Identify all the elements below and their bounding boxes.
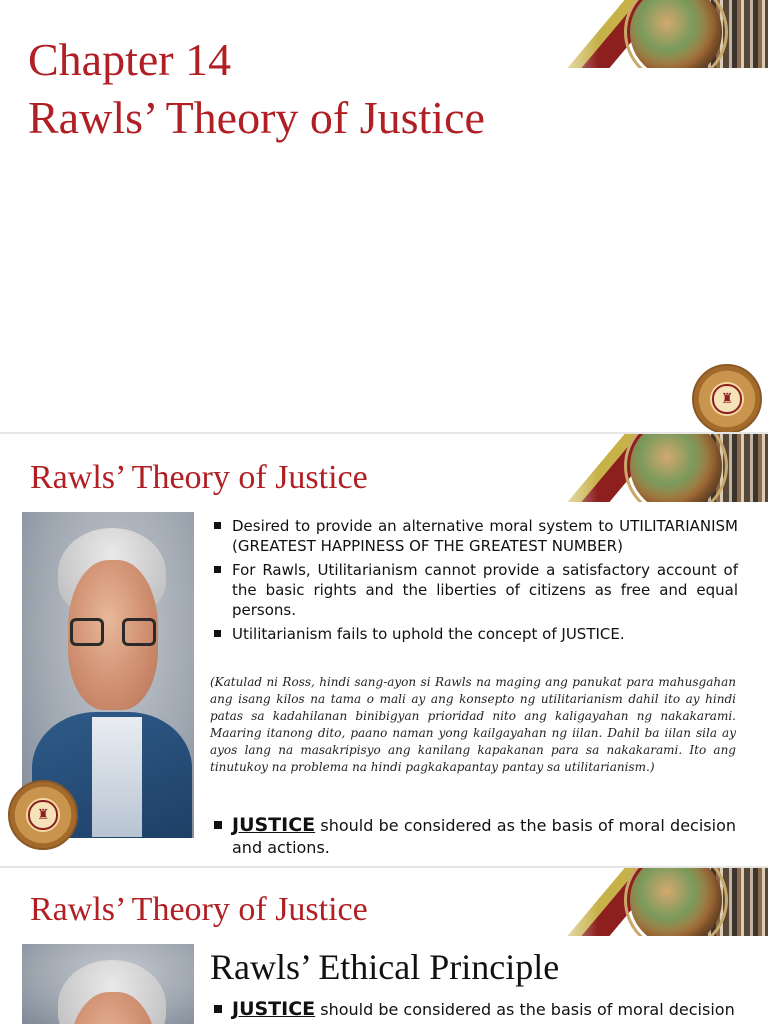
justice-bullet [210, 998, 736, 1021]
slide-title-chapter: Chapter 14 [28, 34, 232, 85]
slide-title: Rawls’ Theory of Justice [28, 92, 485, 143]
header-banner [538, 868, 768, 936]
justice-keyword: JUSTICE [232, 998, 316, 1020]
justice-bullet [210, 814, 736, 859]
slide-2 [0, 434, 768, 866]
justice-statement: should be considered as the basis of moral decision and actions. [232, 816, 736, 857]
university-seal-icon: ♜ [692, 364, 762, 432]
slide-3 [0, 868, 768, 1024]
list-item [210, 998, 736, 1021]
slide-1 [0, 0, 768, 432]
justice-statement: should be considered as the basis of moral decision [315, 1000, 735, 1019]
header-banner [538, 0, 768, 68]
glasses-graphic [70, 618, 156, 646]
justice-keyword: JUSTICE [232, 814, 316, 836]
filipino-note: (Katulad ni Ross, hindi sang-ayon si Rawls na maging ang panukat para mahusgahan ang isang kilos na tama o mali ay ang konsepto ng utilitarianism dahil ito ay hindi patas sa kadahilanan binibigyan prioridad nito ang kaligayahan ng nakakarami. Maaring itanong dito, paano naman yong kailgayahan ng iilan. Dahil ba iilan sila ay ayos lang na masakripisyo ang kanilang kapakanan para sa nakakarami. Ito ang tinutukoy na problema na hindi pagkakapantay pantay sa utilitarianism.) [210, 675, 736, 774]
bullet-list [210, 516, 738, 648]
rawls-portrait [22, 944, 194, 1024]
globe-icon [630, 0, 722, 68]
globe-icon [630, 434, 722, 502]
slide-subtitle: Rawls’ Ethical Principle [210, 947, 560, 987]
slide-title: Rawls’ Theory of Justice [30, 891, 368, 928]
globe-icon [630, 868, 722, 936]
list-item: Desired to provide an alternative moral system to UTILITARIANISM (GREATEST HAPPINESS OF THE GREATEST NUMBER) [210, 516, 738, 556]
list-item [210, 814, 736, 859]
list-item: Utilitarianism fails to uphold the concept of JUSTICE. [210, 624, 738, 644]
university-seal-icon: ♜ [8, 780, 78, 850]
list-item: For Rawls, Utilitarianism cannot provide a satisfactory account of the basic rights and the liberties of citizens as free and equal persons. [210, 560, 738, 620]
header-banner [538, 434, 768, 502]
slide-title: Rawls’ Theory of Justice [30, 459, 368, 496]
